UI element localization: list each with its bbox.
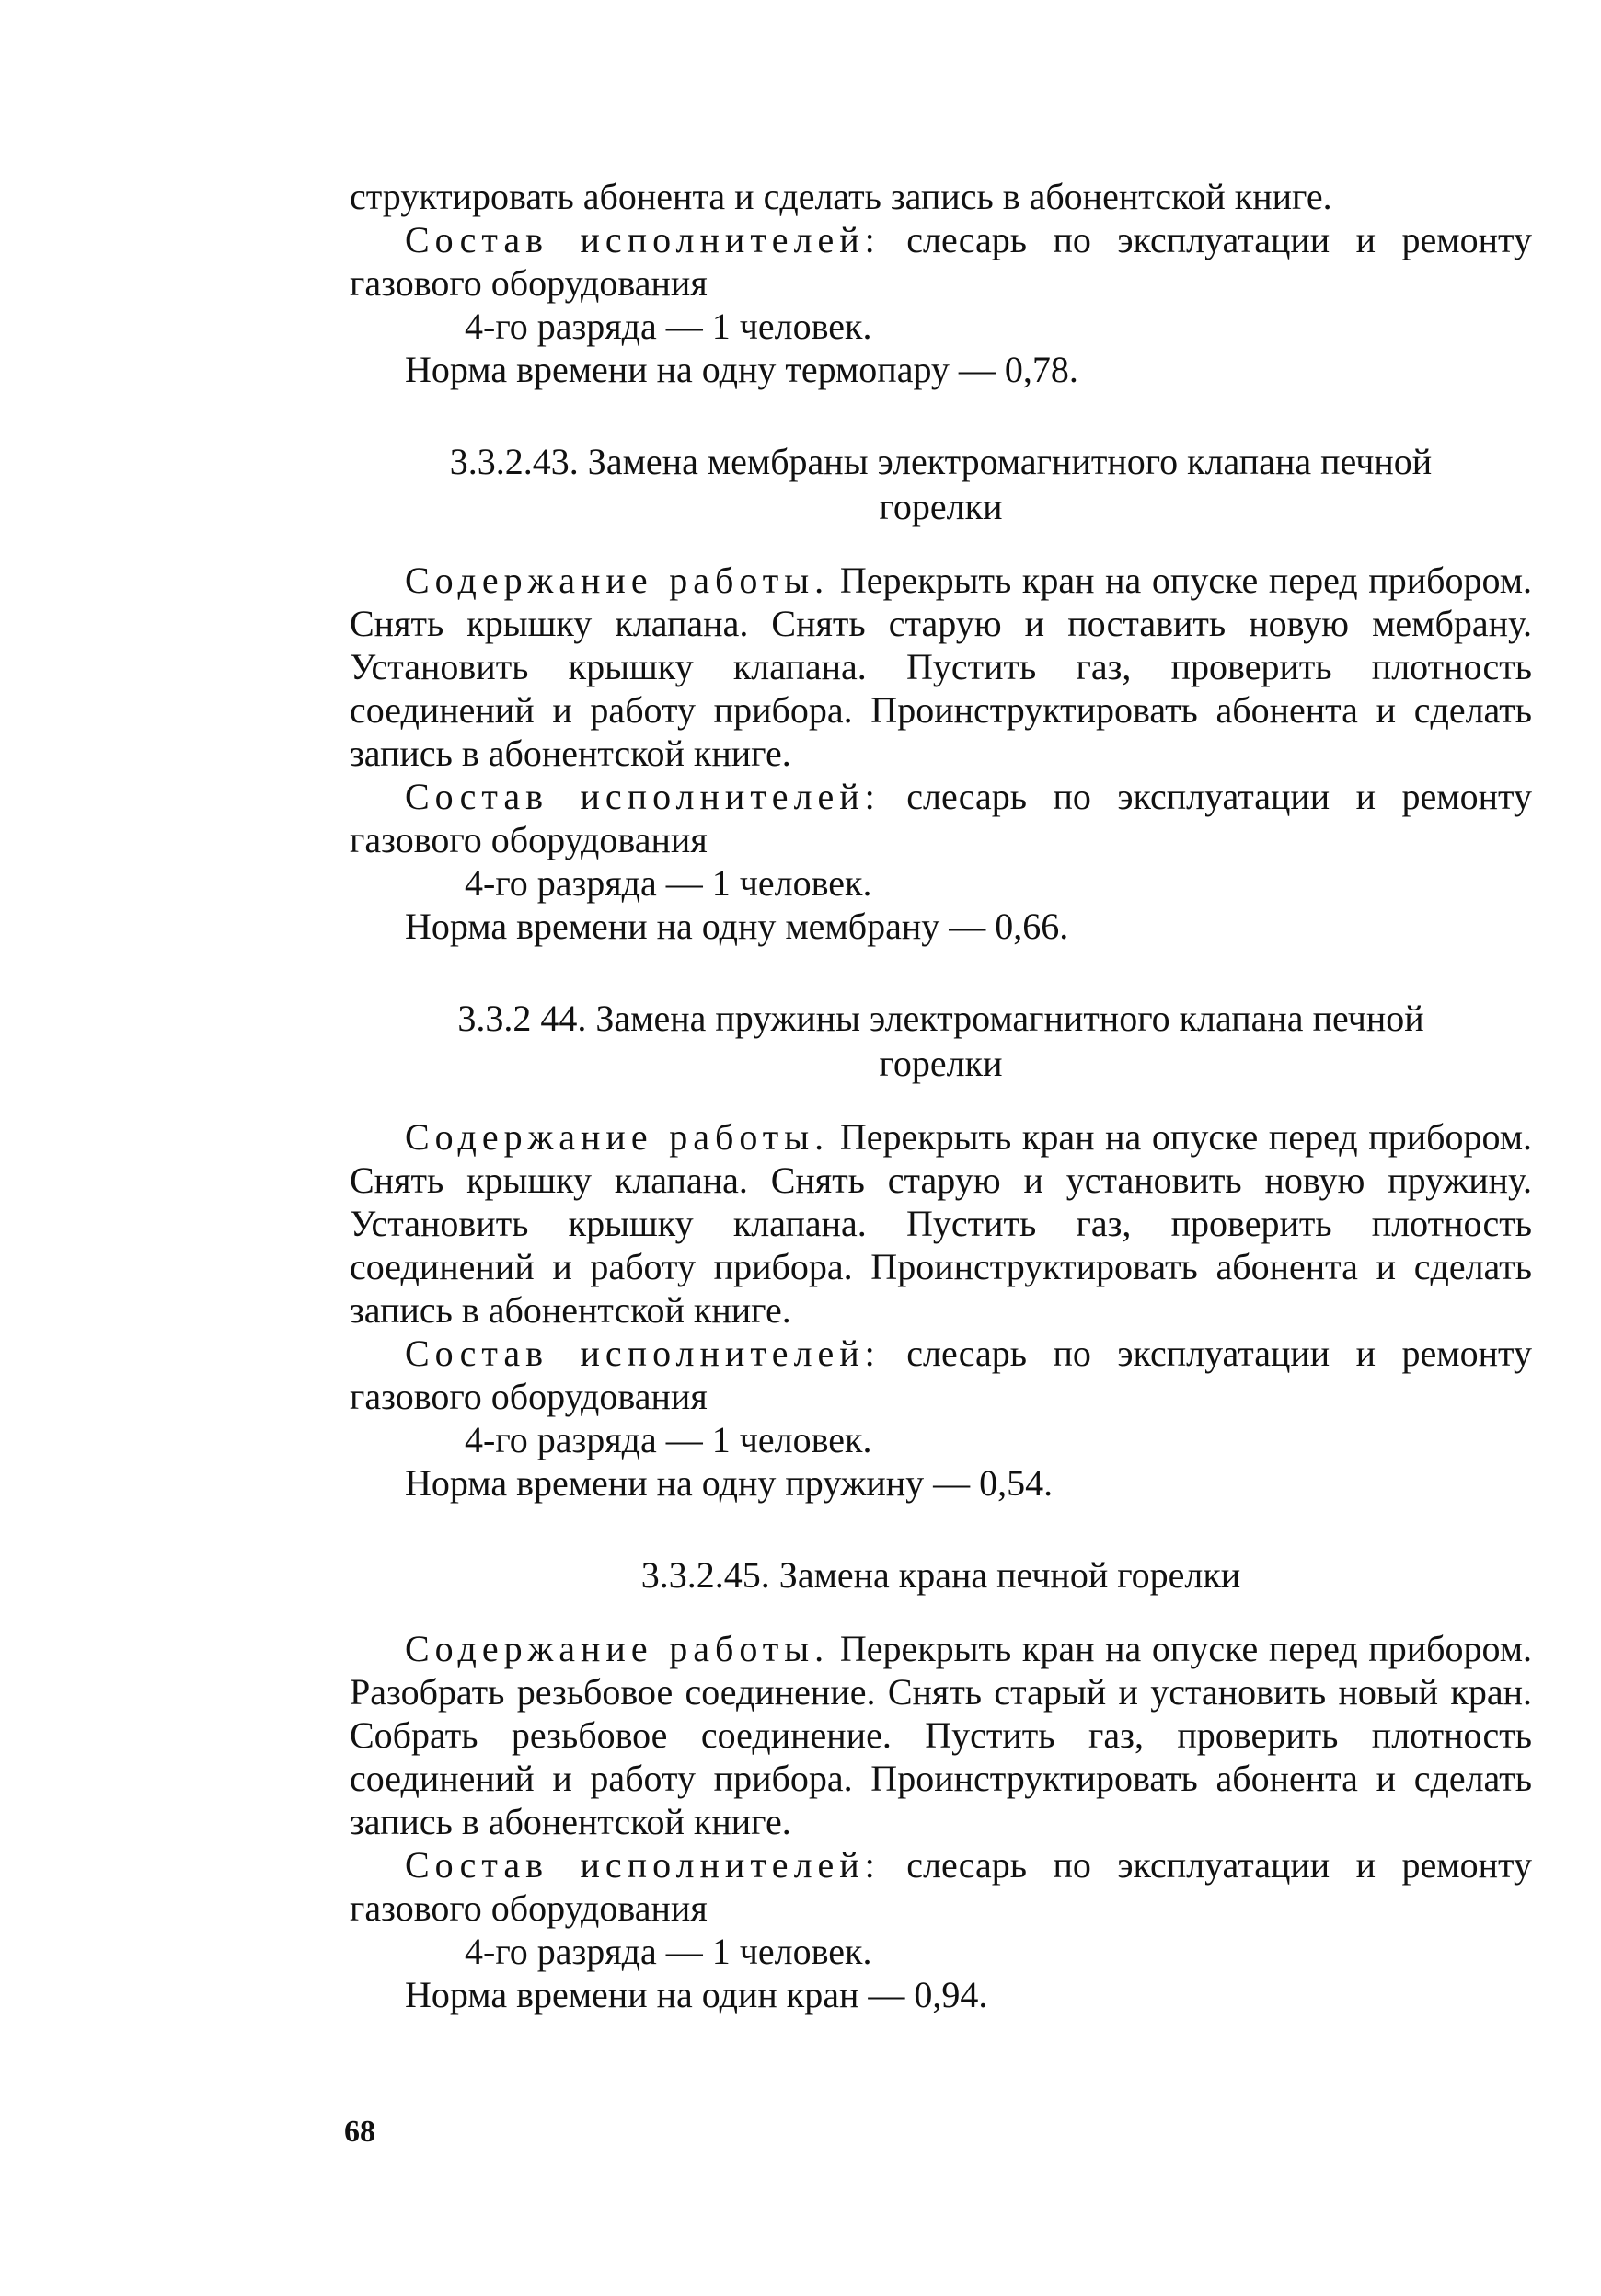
section-content	[350, 1627, 1532, 1843]
staff-text: слесарь по эксплуатации и ремонту газового оборудования	[350, 1844, 1532, 1929]
content-label: Содержание работы.	[405, 1628, 830, 1669]
page-number: 68	[344, 2115, 375, 2149]
section-norm: Норма времени на одну пружину — 0,54.	[405, 1462, 1054, 1504]
intro-staff-label: Состав исполнителей:	[405, 219, 881, 260]
staff-label: Состав исполнителей:	[405, 776, 881, 817]
intro-staff-text: слесарь по эксплуатации и ремонту газового оборудования	[350, 219, 1532, 304]
section-norm: Норма времени на один кран — 0,94.	[405, 1974, 988, 2015]
content-text: Перекрыть кран на опуске перед прибором. Снять крышку клапана. Снять старую и установить новую пружину. Установить крышку клапана. Пустить газ, проверить плотность соединений и работу прибора. Проинструктировать абонента и сделать запись в абонентской книге.	[350, 1116, 1532, 1331]
intro-continuation: структировать абонента и сделать запись в абонентской книге.	[350, 176, 1332, 217]
staff-text: слесарь по эксплуатации и ремонту газового оборудования	[350, 1333, 1532, 1417]
section-content	[350, 559, 1532, 775]
staff-label: Состав исполнителей:	[405, 1333, 881, 1374]
section-3-3-2-43	[350, 439, 1532, 948]
section-rank: 4-го разряда — 1 человек.	[465, 862, 872, 904]
section-staff	[350, 775, 1532, 861]
staff-text: слесарь по эксплуатации и ремонту газового оборудования	[350, 776, 1532, 860]
page-body	[350, 175, 1532, 2016]
section-title: 3.3.2.43. Замена мембраны электромагнитного клапана печной горелки	[449, 441, 1433, 527]
section-3-3-2-45	[350, 1552, 1532, 2016]
section-3-3-2-44	[350, 996, 1532, 1505]
section-rank: 4-го разряда — 1 человек.	[465, 1931, 872, 1972]
staff-label: Состав исполнителей:	[405, 1844, 881, 1886]
section-title: 3.3.2.45. Замена крана печной горелки	[640, 1554, 1241, 1596]
content-label: Содержание работы.	[405, 1116, 830, 1158]
section-staff	[350, 1843, 1532, 1930]
section-content	[350, 1115, 1532, 1332]
section-staff	[350, 1332, 1532, 1418]
content-text: Перекрыть кран на опуске перед прибором. Разобрать резьбовое соединение. Снять старый и установить новый кран. Собрать резьбовое соединение. Пустить газ, проверить плотность соединений и работу прибора. Проинструктировать абонента и сделать запись в абонентской книге.	[350, 1628, 1532, 1842]
content-text: Перекрыть кран на опуске перед прибором. Снять крышку клапана. Снять старую и поставить новую мембрану. Установить крышку клапана. Пустить газ, проверить плотность соединений и работу прибора. Проинструктировать абонента и сделать запись в абонентской книге.	[350, 560, 1532, 774]
intro-norm: Норма времени на одну термопару — 0,78.	[405, 349, 1078, 390]
intro-staff	[350, 218, 1532, 305]
section-rank: 4-го разряда — 1 человек.	[465, 1419, 872, 1460]
section-norm: Норма времени на одну мембрану — 0,66.	[405, 906, 1069, 947]
content-label: Содержание работы.	[405, 560, 830, 601]
intro-rank: 4-го разряда — 1 человек.	[465, 306, 872, 347]
section-title: 3.3.2 44. Замена пружины электромагнитного клапана печной горелки	[457, 998, 1424, 1084]
